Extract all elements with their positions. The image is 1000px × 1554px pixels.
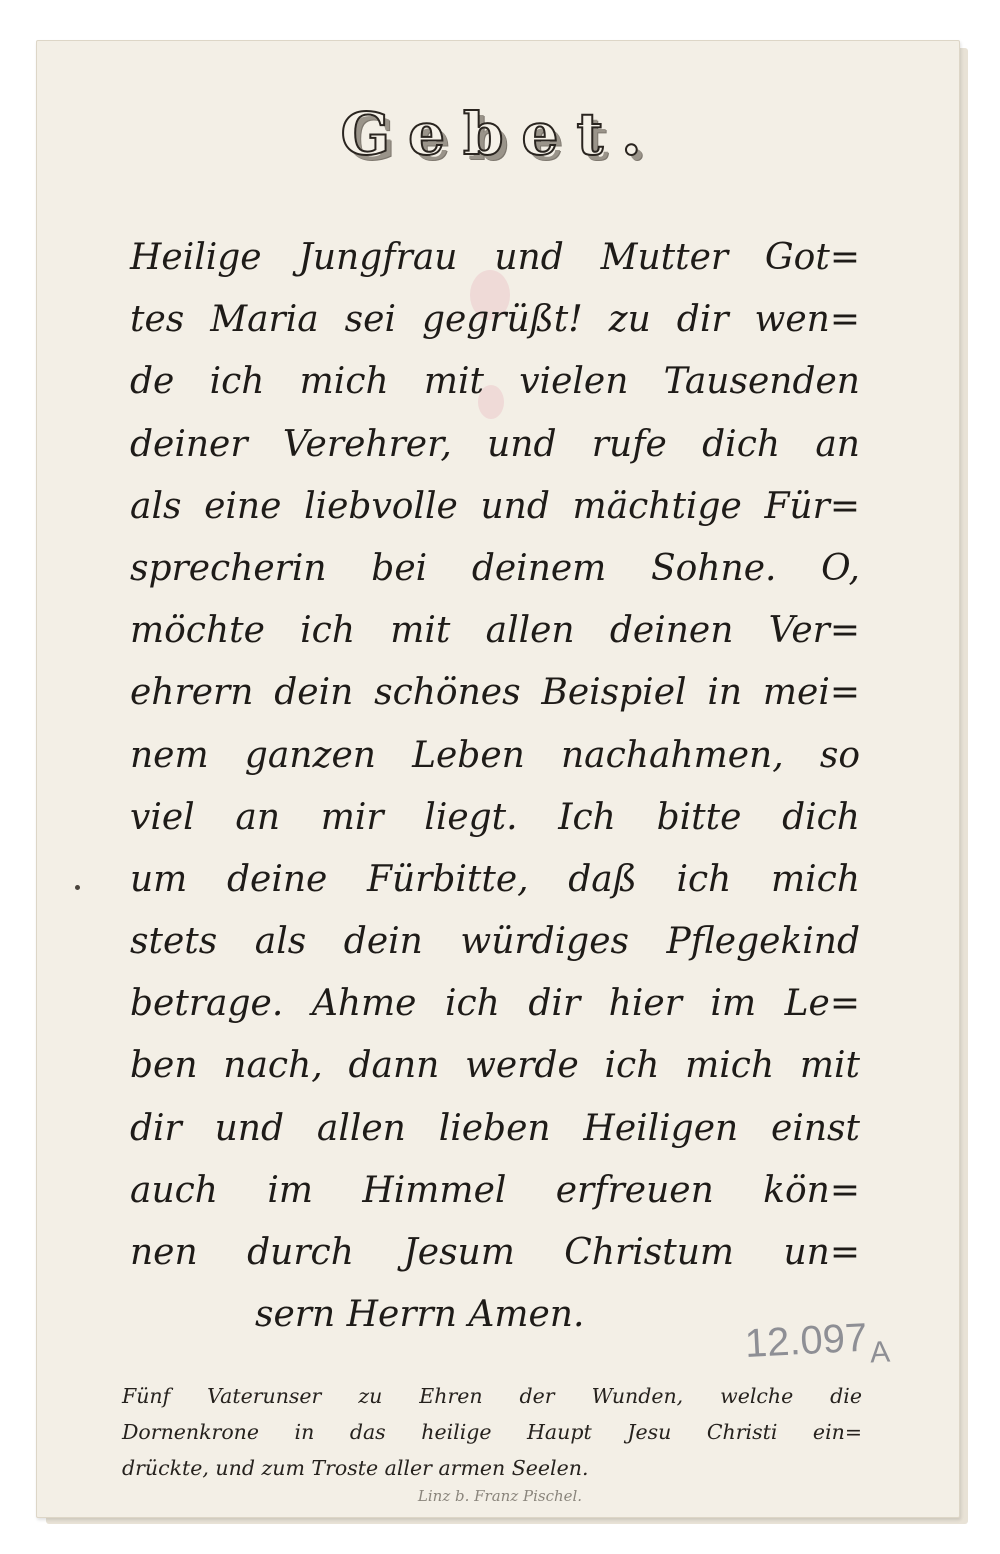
prayer-line: viel an mir liegt. Ich bitte dich bbox=[130, 796, 860, 838]
prayer-title: Gebet. bbox=[340, 100, 660, 168]
catalog-number bbox=[743, 1314, 891, 1370]
prayer-line: auch im Himmel erfreuen kön= bbox=[130, 1169, 860, 1211]
note-line: Fünf Vaterunser zu Ehren der Wunden, welche die bbox=[122, 1384, 862, 1408]
prayer-line: nen durch Jesum Christum un= bbox=[130, 1232, 860, 1273]
catalog-number-main: 12.097 bbox=[743, 1315, 869, 1366]
prayer-text bbox=[130, 227, 860, 1346]
prayer-line: sprecherin bei deinem Sohne. O, bbox=[130, 547, 860, 589]
prayer-line: tes Maria sei gegrüßt! zu dir wen= bbox=[130, 299, 860, 341]
note-line: drückte, und zum Troste aller armen Seelen. bbox=[122, 1456, 589, 1480]
catalog-number-suffix: A bbox=[869, 1335, 891, 1370]
prayer-line: de ich mich mit vielen Tausenden bbox=[130, 361, 860, 403]
paper-speck bbox=[75, 885, 80, 890]
prayer-line: um deine Fürbitte, daß ich mich bbox=[130, 858, 860, 900]
prayer-line: Heilige Jungfrau und Mutter Got= bbox=[130, 237, 860, 278]
prayer-line: nem ganzen Leben nachahmen, so bbox=[130, 734, 860, 776]
prayer-line: sern Herrn Amen. bbox=[255, 1294, 585, 1336]
prayer-line: ehrern dein schönes Beispiel in mei= bbox=[130, 672, 860, 714]
prayer-line: möchte ich mit allen deinen Ver= bbox=[130, 610, 860, 652]
prayer-line: deiner Verehrer, und rufe dich an bbox=[130, 423, 860, 465]
devotion-note bbox=[122, 1378, 862, 1486]
prayer-line: als eine liebvolle und mächtige Für= bbox=[130, 485, 860, 527]
prayer-line: betrage. Ahme ich dir hier im Le= bbox=[130, 983, 860, 1025]
prayer-line: ben nach, dann werde ich mich mit bbox=[130, 1045, 860, 1087]
prayer-line: dir und allen lieben Heiligen einst bbox=[130, 1107, 860, 1149]
note-line: Dornenkrone in das heilige Haupt Jesu Christi ein= bbox=[122, 1420, 862, 1444]
prayer-line: stets als dein würdiges Pflegekind bbox=[130, 921, 860, 963]
printer-imprint: Linz b. Franz Pischel. bbox=[417, 1487, 583, 1505]
